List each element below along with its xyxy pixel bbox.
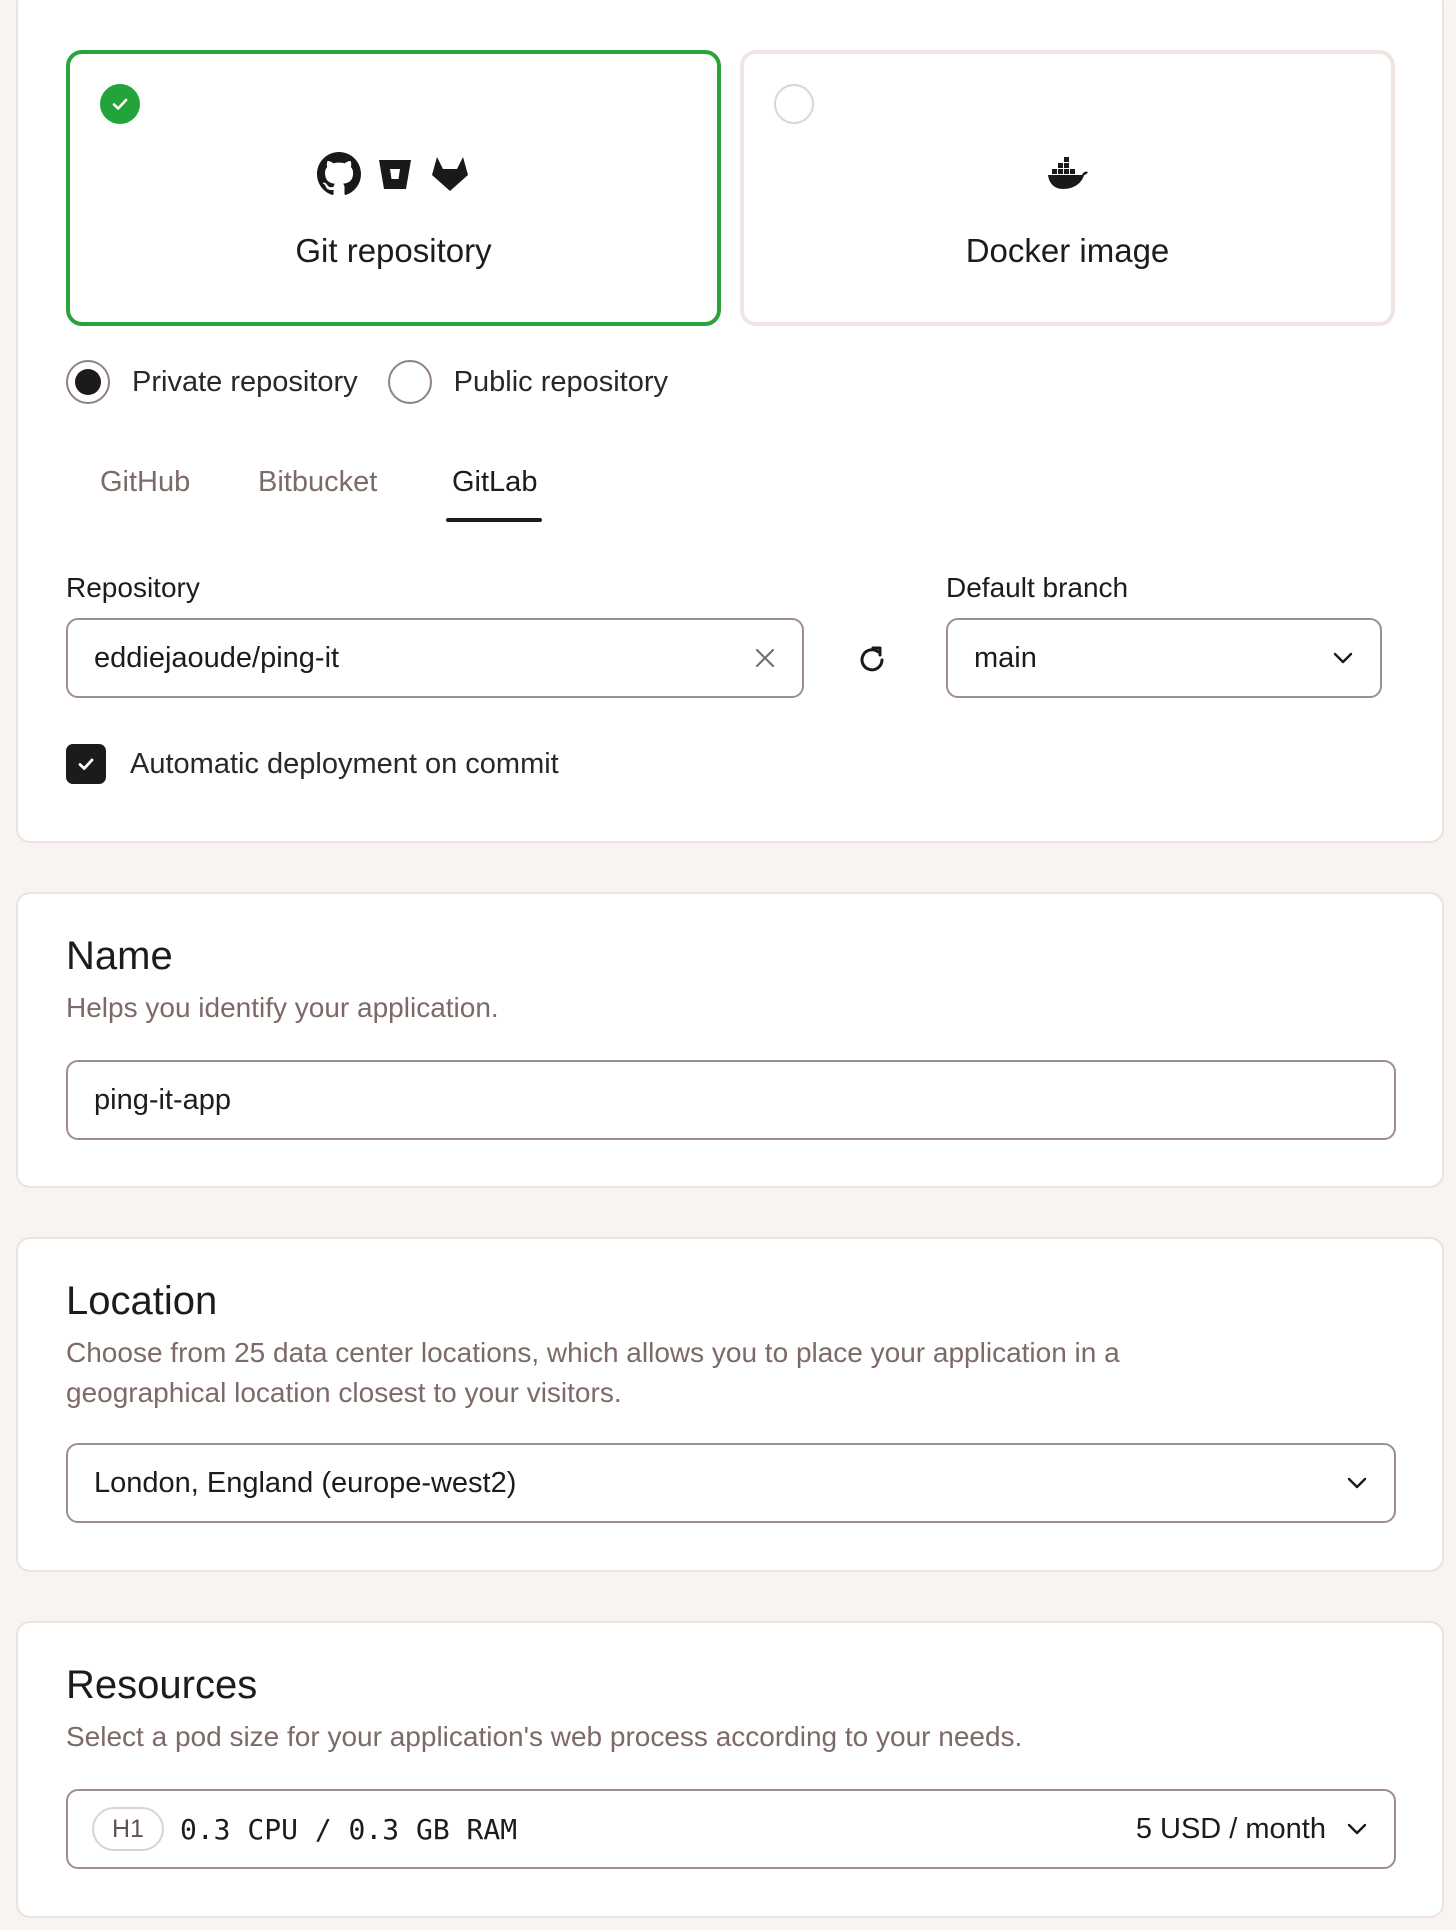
location-value: London, England (europe-west2) <box>94 1466 517 1499</box>
tab-gitlab[interactable]: GitLab <box>452 466 538 498</box>
name-card <box>16 892 1444 1188</box>
default-branch-value: main <box>974 641 1037 674</box>
active-tab-indicator <box>446 518 542 522</box>
location-description: Choose from 25 data center locations, which allows you to place your application in a geographical location closest to your visitors. <box>66 1337 1120 1408</box>
docker-icon-wrap <box>744 152 1391 200</box>
provider-icons <box>70 152 717 200</box>
pod-size-select[interactable] <box>66 1789 1396 1869</box>
tab-bitbucket[interactable]: Bitbucket <box>258 466 378 498</box>
clear-icon[interactable] <box>754 647 776 669</box>
radio-checked-icon <box>66 360 110 404</box>
app-name-value: ping-it-app <box>94 1083 232 1116</box>
docker-image-title: Docker image <box>965 232 1170 269</box>
resources-title: Resources <box>66 1663 258 1707</box>
selected-check-icon <box>100 84 140 124</box>
git-repository-title: Git repository <box>295 232 492 269</box>
private-repository-label: Private repository <box>132 365 358 398</box>
location-title: Location <box>66 1279 218 1323</box>
chevron-down-icon <box>1346 1476 1368 1490</box>
docker-icon <box>1046 157 1090 196</box>
public-repository-label: Public repository <box>453 365 669 398</box>
resources-card <box>16 1621 1444 1918</box>
checkbox-checked-icon <box>66 744 106 784</box>
default-branch-label: Default branch <box>946 572 1129 603</box>
private-repository-radio[interactable] <box>66 360 358 404</box>
automatic-deployment-checkbox[interactable] <box>66 744 559 784</box>
chevron-down-icon <box>1332 651 1354 665</box>
git-repository-option[interactable] <box>66 50 721 326</box>
location-card <box>16 1237 1444 1572</box>
public-repository-radio[interactable] <box>388 360 668 404</box>
repository-value: eddiejaoude/ping-it <box>94 641 340 674</box>
pod-size-badge: H1 <box>92 1807 164 1851</box>
repository-input[interactable] <box>66 618 804 698</box>
github-icon <box>317 152 361 201</box>
unselected-radio-circle <box>774 84 814 124</box>
app-name-input[interactable] <box>66 1060 1396 1140</box>
refresh-repositories-button[interactable] <box>842 632 902 692</box>
gitlab-icon <box>429 153 471 200</box>
repository-visibility-group <box>66 360 698 404</box>
name-title: Name <box>66 934 173 978</box>
pod-spec: 0.3 CPU / 0.3 GB RAM <box>179 1812 518 1846</box>
tab-github[interactable]: GitHub <box>100 466 191 498</box>
provider-tabs <box>68 466 668 526</box>
refresh-icon <box>855 643 889 682</box>
name-description: Helps you identify your application. <box>66 992 499 1023</box>
radio-unchecked-icon <box>388 360 432 404</box>
source-card <box>16 0 1444 843</box>
bitbucket-icon <box>375 154 415 199</box>
repository-label: Repository <box>66 572 200 603</box>
resources-description: Select a pod size for your application's web process according to your needs. <box>66 1721 1023 1752</box>
chevron-down-icon <box>1346 1822 1368 1836</box>
pod-price: 5 USD / month <box>1135 1812 1326 1845</box>
location-select[interactable] <box>66 1443 1396 1523</box>
default-branch-select[interactable] <box>946 618 1382 698</box>
automatic-deployment-label: Automatic deployment on commit <box>130 747 559 780</box>
docker-image-option[interactable] <box>740 50 1395 326</box>
